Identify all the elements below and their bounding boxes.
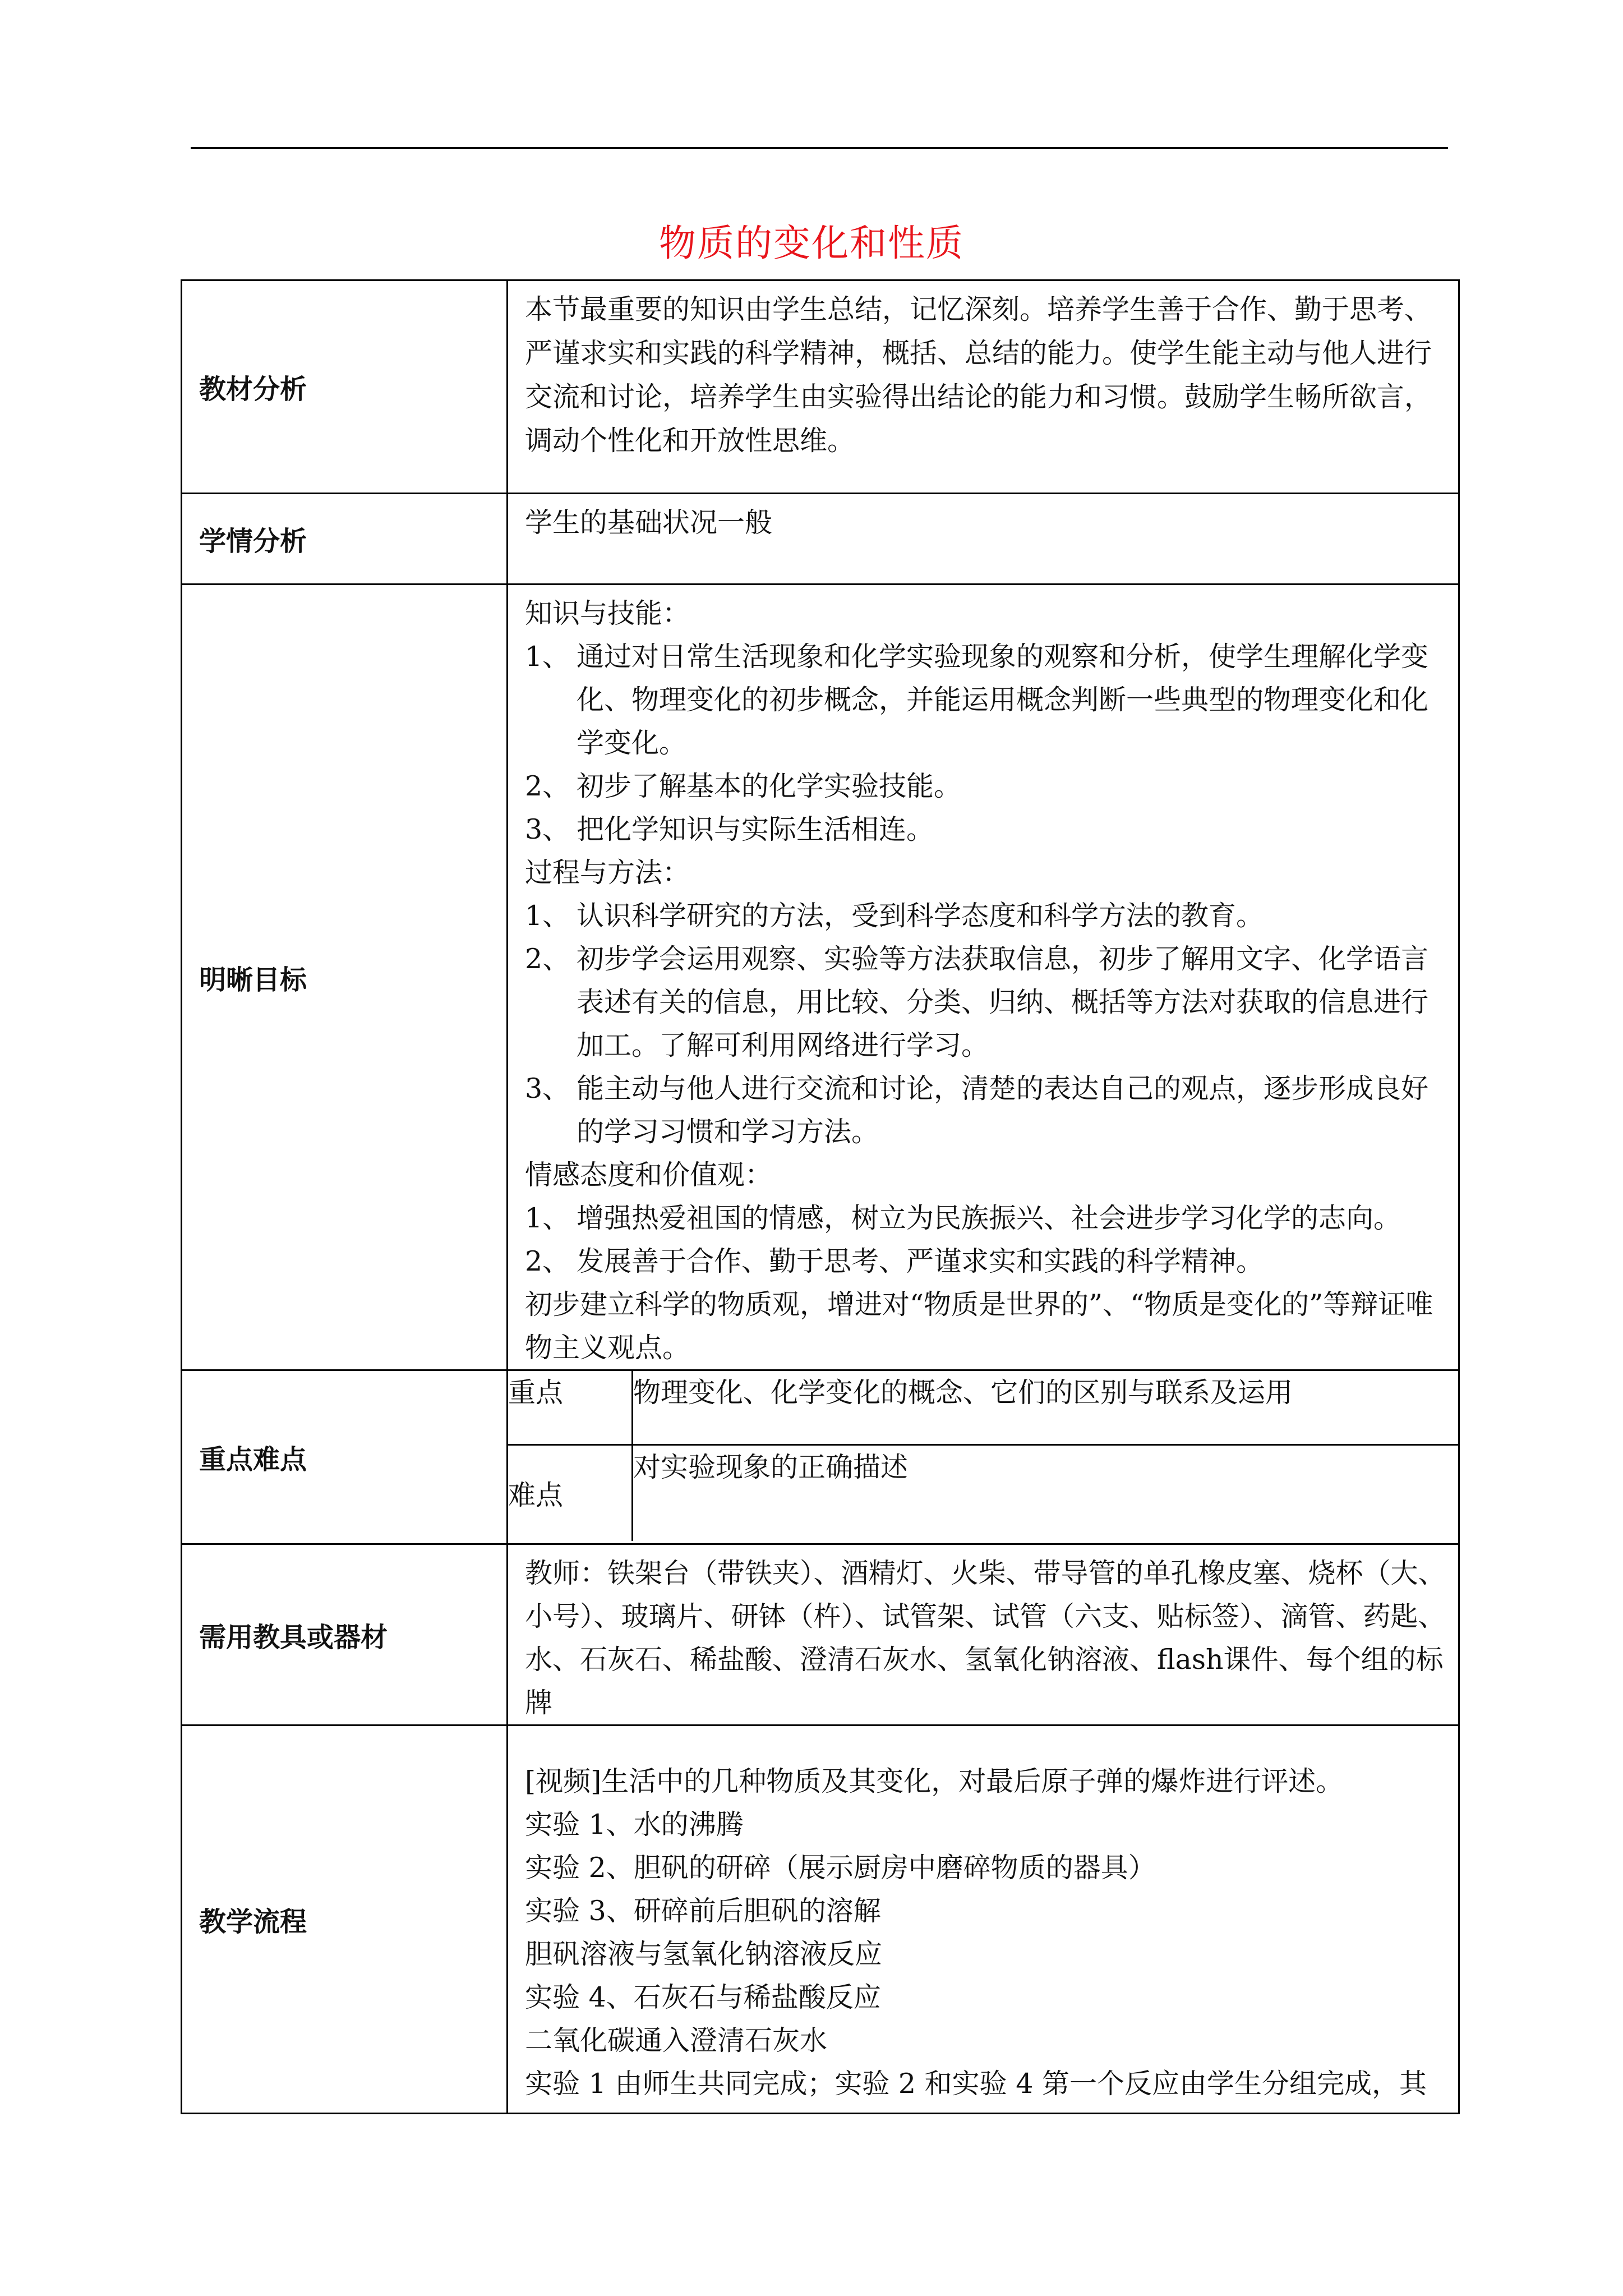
difficulty-label: 难点 bbox=[508, 1445, 633, 1542]
row-key bbox=[182, 1370, 1459, 1544]
header-rule bbox=[191, 147, 1448, 149]
list-item: 1、 认识科学研究的方法，受到科学态度和科学方法的教育。 bbox=[525, 900, 1264, 932]
list-item: 1、 增强热爱祖国的情感，树立为民族振兴、社会进步学习化学的志向。 bbox=[525, 1202, 1401, 1234]
student-text: 学生的基础状况一般 bbox=[525, 507, 773, 539]
list-item: 2、 初步学会运用观察、实验等方法获取信息，初步了解用文字、化学语言表述有关的信息，用比较、分类、归纳、概括等方法对获取的信息进行加工。了解可利用网络进行学习。 bbox=[525, 943, 1429, 1061]
materials-text: 教师：铁架台（带铁夹）、酒精灯、火柴、带导管的单孔橡皮塞、烧杯（大、小号）、玻璃片、研钵（杵）、试管架、试管（六支、贴标签）、滴管、药匙、水、石灰石、稀盐酸、澄清石灰水、氢氧化钠溶液、flash课件、每个组的标牌 bbox=[525, 1557, 1446, 1719]
process-line: 实验 1 由师生共同完成；实验 2 和实验 4 第一个反应由学生分组完成，其 bbox=[525, 2068, 1427, 2100]
row-student bbox=[182, 494, 1459, 585]
row-label: 明晰目标 bbox=[182, 585, 508, 1370]
difficulty-row bbox=[508, 1445, 1458, 1542]
analysis-text: 本节最重要的知识由学生总结，记忆深刻。培养学生善于合作、勤于思考、严谨求实和实践的科学精神，概括、总结的能力。使学生能主动与他人进行交流和讨论，培养学生由实验得出结论的能力和习惯。鼓励学生畅所欲言，调动个性化和开放性思维。 bbox=[525, 293, 1432, 457]
row-materials bbox=[182, 1544, 1459, 1726]
row-label: 教材分析 bbox=[182, 280, 508, 494]
lesson-plan-table bbox=[181, 279, 1460, 2114]
list-item: 1、 通过对日常生活现象和化学实验现象的观察和分析，使学生理解化学变化、物理变化的初步概念，并能运用概念判断一些典型的物理变化和化学变化。 bbox=[525, 641, 1429, 759]
process-content bbox=[508, 1726, 1458, 2105]
page-title: 物质的变化和性质 bbox=[659, 222, 964, 265]
goals-content bbox=[508, 585, 1458, 1369]
row-goals bbox=[182, 585, 1459, 1370]
goals-closing: 初步建立科学的物质观，增进对“物质是世界的”、“物质是变化的”等辩证唯物主义观点。 bbox=[525, 1289, 1433, 1364]
list-item: 3、 能主动与他人进行交流和讨论，清楚的表达自己的观点，逐步形成良好的学习习惯和学习方法。 bbox=[525, 1073, 1429, 1148]
process-line: 实验 4、石灰石与稀盐酸反应 bbox=[525, 1981, 881, 2013]
focus-label: 重点 bbox=[508, 1371, 633, 1445]
focus-row bbox=[508, 1371, 1458, 1445]
knowledge-heading: 知识与技能： bbox=[525, 597, 690, 629]
emotion-heading: 情感态度和价值观： bbox=[525, 1159, 773, 1191]
row-label: 需用教具或器材 bbox=[182, 1544, 508, 1726]
process-line: [视频]生活中的几种物质及其变化，对最后原子弹的爆炸进行评述。 bbox=[525, 1765, 1344, 1797]
process-line: 实验 3、研碎前后胆矾的溶解 bbox=[525, 1895, 881, 1927]
list-item: 3、 把化学知识与实际生活相连。 bbox=[525, 813, 934, 845]
row-label: 教学流程 bbox=[182, 1726, 508, 2114]
key-subtable bbox=[508, 1371, 1458, 1541]
row-process bbox=[182, 1726, 1459, 2114]
process-line: 二氧化碳通入澄清石灰水 bbox=[525, 2024, 828, 2056]
list-item: 2、 初步了解基本的化学实验技能。 bbox=[525, 770, 962, 802]
row-label: 重点难点 bbox=[182, 1370, 508, 1544]
process-line: 实验 1、水的沸腾 bbox=[525, 1809, 744, 1841]
list-item: 2、 发展善于合作、勤于思考、严谨求实和实践的科学精神。 bbox=[525, 1245, 1264, 1277]
difficulty-text: 对实验现象的正确描述 bbox=[633, 1445, 1459, 1542]
row-label: 学情分析 bbox=[182, 494, 508, 585]
process-line: 实验 2、胆矾的研碎（展示厨房中磨碎物质的器具） bbox=[525, 1852, 1156, 1884]
row-analysis bbox=[182, 280, 1459, 494]
process-heading: 过程与方法： bbox=[525, 857, 690, 889]
process-line: 胆矾溶液与氢氧化钠溶液反应 bbox=[525, 1938, 883, 1970]
focus-text: 物理变化、化学变化的概念、它们的区别与联系及运用 bbox=[633, 1377, 1293, 1409]
